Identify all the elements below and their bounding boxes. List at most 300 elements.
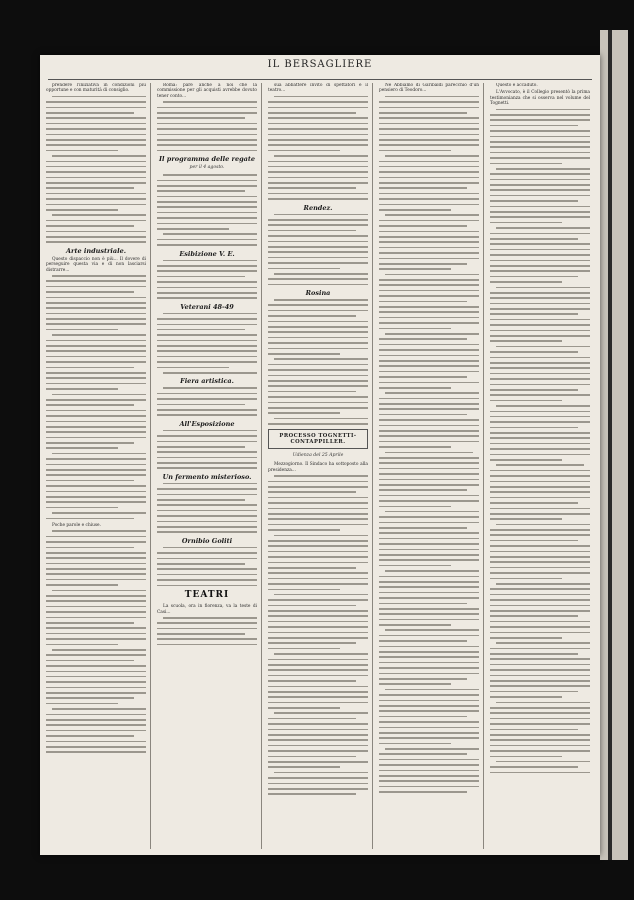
text-line: [157, 435, 257, 437]
text-line: [268, 219, 368, 221]
text-line: [490, 189, 590, 191]
text-line: [490, 222, 562, 224]
text-line: [379, 263, 467, 265]
text-line: [379, 462, 479, 464]
text-line: [52, 394, 146, 396]
text-line: [157, 134, 257, 136]
text-line: [274, 772, 368, 774]
text-line: [268, 659, 368, 661]
text-line: [46, 150, 118, 152]
text-line: [379, 678, 467, 680]
text-line: [46, 291, 134, 293]
text-line: [379, 311, 479, 313]
text-line: [490, 637, 562, 639]
text-line: [157, 367, 229, 369]
text-line: [490, 362, 590, 364]
text-line: [157, 190, 245, 192]
text-line: [268, 171, 368, 173]
text-line: [268, 745, 368, 747]
text-line: [274, 273, 368, 275]
text-line: [46, 552, 146, 554]
text-line: [490, 685, 590, 687]
text-line: [268, 396, 368, 398]
text-line: [268, 117, 368, 119]
text-line: [379, 764, 479, 766]
text-line: [46, 660, 134, 662]
text-line: [46, 697, 134, 699]
text-line: [379, 177, 479, 179]
column-5-paragraph-1: Questo è accaduto.: [496, 83, 538, 88]
text-line: [490, 400, 562, 402]
text-line: [268, 777, 368, 779]
text-line: [490, 610, 590, 612]
text-line: [46, 501, 146, 503]
text-line: [496, 168, 590, 170]
text-line: [268, 761, 368, 763]
text-line: [157, 340, 257, 342]
text-line: [268, 729, 368, 731]
text-line: [46, 480, 134, 482]
text-line: [157, 329, 245, 331]
text-line: [490, 432, 590, 434]
text-line: [46, 606, 146, 608]
text-line: [379, 387, 451, 389]
text-line: [379, 182, 479, 184]
text-line: [379, 694, 479, 696]
column-2-text-block-d: [157, 313, 257, 374]
text-line: [379, 603, 467, 605]
text-line: [379, 338, 467, 340]
text-line: [379, 344, 479, 346]
text-line: [268, 497, 368, 499]
text-line: [490, 211, 590, 213]
column-2-heading-esibizione: Esibizione V. E.: [179, 249, 235, 258]
text-line: [274, 214, 368, 216]
text-line: [268, 385, 368, 387]
text-line: [496, 109, 590, 111]
text-line: [268, 545, 368, 547]
text-line: [379, 139, 479, 141]
column-2-heading-fermento: Un fermento misterioso.: [162, 472, 252, 481]
text-line: [490, 653, 578, 655]
text-line: [379, 171, 479, 173]
text-line: [379, 441, 479, 443]
text-line: [268, 380, 368, 382]
column-2-heading-regate: Il programma delle regate: [159, 155, 255, 164]
text-line: [274, 653, 368, 655]
text-line: [490, 475, 590, 477]
text-line: [385, 96, 479, 98]
text-line: [268, 251, 368, 253]
text-line: [268, 756, 356, 758]
text-line: [163, 372, 257, 374]
text-line: [46, 139, 146, 141]
text-line: [379, 430, 479, 432]
text-line: [274, 155, 368, 157]
column-2-heading-teatri: TEATRI: [184, 590, 230, 601]
text-line: [157, 144, 257, 146]
column-2-text-block-h: [157, 547, 257, 586]
text-line: [385, 274, 479, 276]
text-line: [46, 220, 146, 222]
text-line: [46, 372, 146, 374]
text-line: [46, 410, 146, 412]
text-line: [490, 551, 590, 553]
text-line: [490, 421, 590, 423]
text-line: [490, 508, 590, 510]
text-line: [46, 198, 146, 200]
text-line: [268, 648, 340, 650]
text-line: [46, 209, 118, 211]
text-line: [379, 759, 479, 761]
text-line: [379, 123, 479, 125]
text-line: [490, 572, 590, 574]
text-line: [385, 392, 479, 394]
text-line: [490, 518, 562, 520]
column-2-text-block-e: [157, 387, 257, 416]
text-line: [46, 128, 146, 130]
text-line: [490, 152, 590, 154]
text-line: [379, 786, 479, 788]
text-line: [379, 306, 479, 308]
text-line: [490, 313, 578, 315]
text-line: [490, 540, 578, 542]
text-line: [46, 144, 146, 146]
text-line: [379, 349, 479, 351]
text-line: [490, 324, 590, 326]
text-line: [268, 486, 368, 488]
text-line: [46, 345, 146, 347]
text-line: [379, 473, 479, 475]
text-line: [379, 107, 479, 109]
text-line: [268, 513, 368, 515]
text-line: [46, 204, 146, 206]
text-line: [46, 600, 146, 602]
text-line: [52, 530, 146, 532]
column-2-heading-fiera: Fiera artistica.: [180, 377, 234, 386]
text-line: [379, 770, 479, 772]
text-line: [163, 483, 257, 485]
text-line: [46, 297, 146, 299]
text-line: [268, 268, 340, 270]
text-line: [379, 656, 479, 658]
text-line: [157, 297, 257, 299]
text-line: [46, 318, 146, 320]
text-line: [490, 367, 590, 369]
page-masthead: IL BERSAGLIERE: [267, 59, 373, 70]
text-line: [157, 107, 257, 109]
text-line: [163, 174, 257, 176]
text-line: [379, 522, 479, 524]
text-line: [268, 605, 356, 607]
text-line: [490, 254, 590, 256]
text-line: [46, 193, 146, 195]
column-1-paragraph-1: Questo dispaccio non è più... Il dovere di perseguire questa via e di non lasciarsi distrarre...: [46, 256, 146, 273]
text-line: [379, 365, 479, 367]
text-line: [490, 130, 590, 132]
text-line: [268, 702, 368, 704]
text-line: [379, 592, 479, 594]
text-line: [268, 193, 368, 195]
text-line: [379, 435, 479, 437]
text-line: [490, 513, 590, 515]
column-3-text-block-a: [268, 96, 368, 200]
text-line: [490, 621, 590, 623]
text-line: [157, 644, 257, 646]
text-line: [490, 389, 578, 391]
text-line: [490, 648, 590, 650]
text-line: [379, 468, 479, 470]
text-line: [163, 101, 257, 103]
text-line: [385, 748, 479, 750]
text-line: [379, 209, 451, 211]
text-line: [268, 783, 368, 785]
text-line: [379, 538, 479, 540]
text-line: [157, 318, 257, 320]
text-line: [268, 278, 368, 280]
text-line: [46, 703, 118, 705]
text-line: [46, 123, 146, 125]
text-line: [385, 155, 479, 157]
text-line: [46, 399, 146, 401]
text-line: [52, 708, 146, 710]
text-line: [490, 173, 590, 175]
text-line: [46, 681, 146, 683]
text-line: [379, 398, 479, 400]
text-line: [490, 448, 590, 450]
text-line: [268, 150, 340, 152]
text-line: [379, 284, 479, 286]
text-line: [52, 512, 146, 514]
text-line: [268, 326, 368, 328]
text-line: [490, 772, 590, 774]
text-line: [490, 216, 590, 218]
text-line: [490, 243, 590, 245]
column-1-intro: prendere l'iniziativa in condizioni più opportune e con maturità di consiglio.: [46, 83, 146, 94]
text-line: [268, 262, 368, 264]
text-line: [157, 574, 257, 576]
text-line: [379, 414, 467, 416]
text-line: [268, 402, 368, 404]
text-line: [268, 144, 368, 146]
text-line: [490, 491, 590, 493]
text-line: [46, 485, 146, 487]
column-1: [46, 83, 151, 849]
text-line: [157, 361, 257, 363]
text-line: [490, 114, 590, 116]
text-line: [268, 508, 368, 510]
text-line: [46, 340, 146, 342]
text-line: [379, 258, 479, 260]
text-line: [157, 244, 257, 246]
text-line: [490, 578, 562, 580]
text-line: [46, 638, 146, 640]
text-line: [157, 292, 257, 294]
text-line: [163, 547, 257, 549]
text-line: [46, 187, 134, 189]
text-line: [46, 101, 146, 103]
text-line: [157, 112, 257, 114]
text-line: [46, 584, 118, 586]
text-line: [274, 418, 368, 420]
text-line: [490, 691, 578, 693]
text-line: [379, 624, 451, 626]
text-line: [268, 161, 368, 163]
text-line: [268, 599, 368, 601]
text-line: [46, 611, 146, 613]
text-line: [268, 230, 356, 232]
text-line: [490, 238, 578, 240]
text-line: [268, 481, 368, 483]
columns-container: [46, 83, 594, 849]
text-line: [496, 702, 590, 704]
text-line: [268, 423, 368, 425]
text-line: [490, 184, 590, 186]
text-line: [157, 521, 257, 523]
text-line: [157, 552, 257, 554]
text-line: [268, 718, 356, 720]
text-line: [157, 499, 245, 501]
text-line: [157, 441, 257, 443]
text-line: [379, 635, 479, 637]
text-line: [157, 356, 257, 358]
text-line: [268, 686, 368, 688]
text-line: [157, 217, 257, 219]
text-line: [490, 265, 590, 267]
text-line: [157, 185, 257, 187]
text-line: [490, 599, 590, 601]
text-line: [379, 721, 479, 723]
text-line: [490, 179, 590, 181]
text-line: [268, 241, 368, 243]
text-line: [46, 361, 146, 363]
text-line: [268, 610, 368, 612]
text-line: [157, 494, 257, 496]
text-line: [490, 260, 590, 262]
text-line: [157, 270, 257, 272]
text-line: [163, 260, 257, 262]
text-line: [46, 617, 146, 619]
text-line: [157, 206, 257, 208]
text-line: [157, 515, 257, 517]
text-line: [490, 745, 590, 747]
text-line: [46, 536, 146, 538]
text-line: [268, 348, 368, 350]
text-line: [157, 265, 257, 267]
text-line: [385, 629, 479, 631]
text-line: [268, 139, 368, 141]
text-line: [268, 246, 368, 248]
text-line: [490, 157, 590, 159]
text-line: [268, 707, 340, 709]
text-line: [490, 529, 590, 531]
text-line: [379, 187, 467, 189]
text-line: [379, 581, 479, 583]
text-line: [268, 128, 368, 130]
text-line: [52, 590, 146, 592]
text-line: [496, 287, 590, 289]
text-line: [46, 302, 146, 304]
column-2-text-block-c: [157, 260, 257, 299]
adjacent-page-edge: [600, 30, 628, 860]
text-line: [268, 101, 368, 103]
text-line: [157, 467, 257, 469]
text-line: [157, 563, 245, 565]
text-line: [490, 766, 578, 768]
text-line: [379, 479, 479, 481]
text-line: [379, 247, 479, 249]
text-line: [268, 353, 340, 355]
text-line: [46, 280, 146, 282]
text-line: [46, 464, 146, 466]
text-line: [490, 141, 590, 143]
text-line: [46, 356, 146, 358]
text-line: [379, 117, 479, 119]
text-line: [379, 527, 467, 529]
text-line: [490, 373, 590, 375]
text-line: [490, 739, 590, 741]
text-line: [385, 511, 479, 513]
text-line: [379, 193, 479, 195]
text-line: [268, 642, 356, 644]
text-line: [385, 452, 473, 454]
text-line: [268, 284, 368, 286]
text-line: [46, 225, 134, 227]
text-line: [157, 585, 257, 587]
text-line: [46, 676, 146, 678]
text-line: [490, 270, 590, 272]
text-line: [46, 367, 134, 369]
text-line: [46, 107, 146, 109]
text-line: [379, 619, 479, 621]
text-line: [268, 491, 356, 493]
text-line: [157, 398, 257, 400]
text-line: [268, 257, 368, 259]
text-line: [268, 750, 368, 752]
text-line: [268, 621, 368, 623]
text-line: [490, 249, 590, 251]
text-line: [490, 497, 590, 499]
column-2-text-block-g: [157, 483, 257, 533]
text-line: [157, 504, 257, 506]
text-line: [490, 718, 590, 720]
text-line: [379, 252, 479, 254]
text-line: [46, 687, 146, 689]
text-line: [157, 281, 257, 283]
text-line: [46, 134, 146, 136]
text-line: [268, 182, 368, 184]
text-line: [46, 388, 118, 390]
text-line: [379, 489, 467, 491]
text-line: [157, 638, 257, 640]
text-line: [379, 667, 479, 669]
text-line: [268, 766, 340, 768]
text-line: [157, 223, 257, 225]
text-line: [46, 735, 134, 737]
column-2-heading-veterani: Veterani 48-49: [180, 302, 234, 311]
text-line: [379, 613, 479, 615]
text-line: [379, 322, 479, 324]
column-3-text-block-b: [268, 214, 368, 286]
text-line: [490, 195, 590, 197]
text-line: [46, 573, 146, 575]
column-1-heading: Arte industriale.: [66, 246, 126, 255]
text-line: [157, 196, 257, 198]
text-line: [268, 342, 368, 344]
text-line: [490, 734, 590, 736]
text-line: [268, 123, 368, 125]
text-line: [46, 404, 134, 406]
